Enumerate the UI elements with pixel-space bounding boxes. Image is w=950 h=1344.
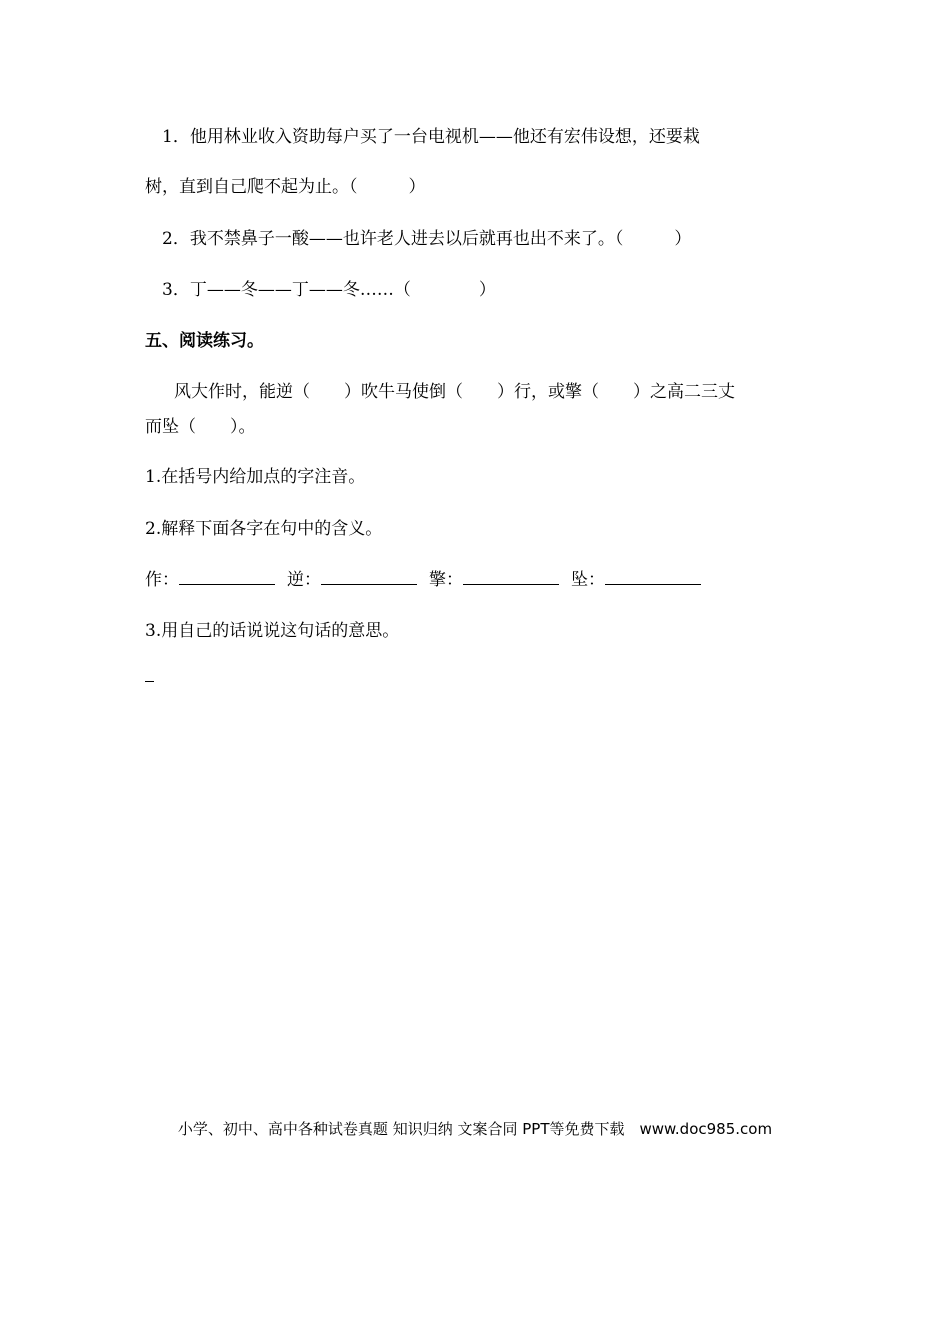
footer-text: 小学、初中、高中各种试卷真题 知识归纳 文案合同 PPT等免费下载 www.doc985.com — [177, 1120, 773, 1138]
fill-label-qing: 擎： — [429, 570, 463, 590]
q4-item-2: 2．我不禁鼻子一酸——也许老人进去以后就再也出不来了。（ ） — [162, 229, 692, 249]
section-5-heading: 五、阅读练习。 — [145, 331, 264, 351]
fill-label-zhui: 坠： — [571, 570, 605, 590]
fill-blank-zhui[interactable] — [605, 570, 701, 585]
text-cursor — [145, 681, 154, 682]
fill-blank-qing[interactable] — [463, 570, 559, 585]
passage-line-1: 风大作时，能逆（ ）吹牛马使倒（ ）行，或擎（ ）之高二三丈 — [174, 382, 735, 402]
task-3: 3.用自己的话说说这句话的意思。 — [145, 621, 400, 641]
passage-line-2: 而坠（ ）。 — [145, 417, 256, 437]
fill-blank-ni[interactable] — [321, 570, 417, 585]
q4-item-1-line-1: 1．他用林业收入资助每户买了一台电视机——他还有宏伟设想，还要栽 — [162, 127, 700, 147]
q4-item-3: 3．丁——冬——丁——冬……（ ） — [162, 280, 496, 300]
fill-label-ni: 逆： — [287, 570, 321, 590]
task-2: 2.解释下面各字在句中的含义。 — [145, 519, 383, 539]
task-1: 1.在括号内给加点的字注音。 — [145, 467, 366, 487]
fill-in-row — [145, 569, 713, 591]
q4-item-1-line-2: 树，直到自己爬不起为止。（ ） — [145, 177, 426, 197]
fill-label-zuo: 作： — [145, 570, 179, 590]
fill-blank-zuo[interactable] — [179, 570, 275, 585]
